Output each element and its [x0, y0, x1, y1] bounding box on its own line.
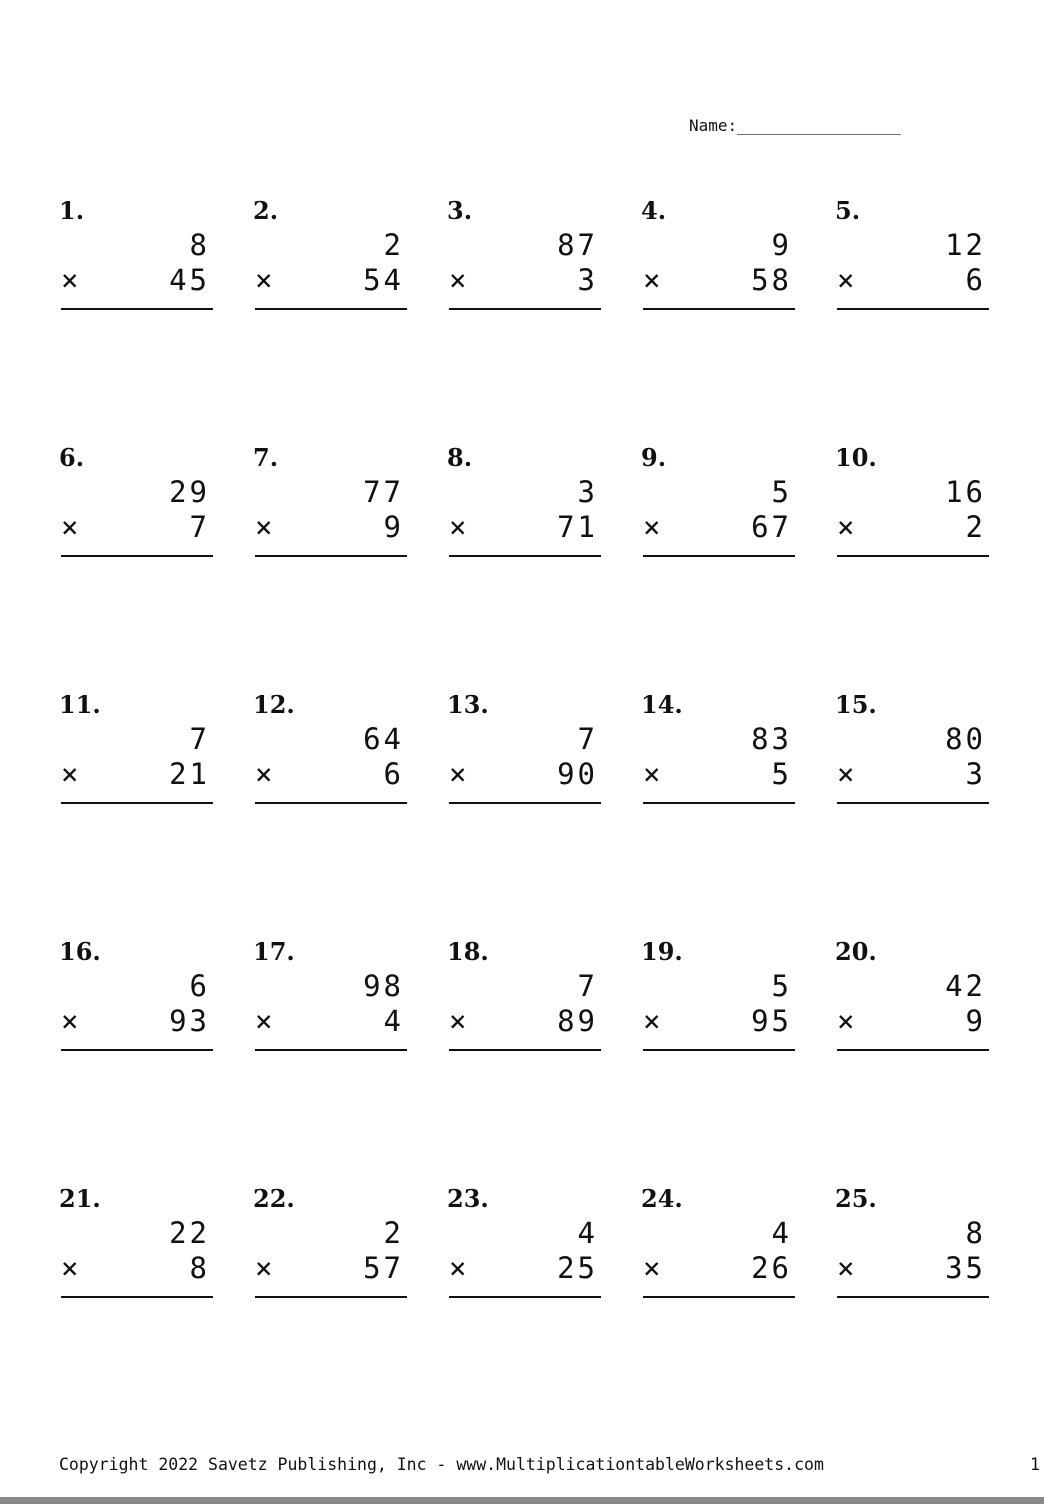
bottom-factor: 8	[189, 1251, 210, 1285]
problem-14	[641, 692, 796, 812]
top-factor: 5	[771, 969, 792, 1003]
problem-9	[641, 445, 796, 565]
bottom-factor: 26	[751, 1251, 792, 1285]
top-factor: 5	[771, 475, 792, 509]
top-factor: 87	[557, 228, 598, 262]
multiply-sign-icon: ×	[837, 263, 855, 297]
answer-line	[449, 802, 601, 804]
bottom-factor: 90	[557, 757, 598, 791]
problem-25	[835, 1186, 990, 1306]
bottom-factor: 7	[189, 510, 210, 544]
problem-number: 7.	[253, 443, 279, 472]
problem-10	[835, 445, 990, 565]
top-factor: 83	[751, 722, 792, 756]
answer-line	[449, 1296, 601, 1298]
answer-line	[61, 802, 213, 804]
multiply-sign-icon: ×	[643, 1251, 661, 1285]
bottom-factor: 95	[751, 1004, 792, 1038]
answer-line	[255, 1049, 407, 1051]
answer-line	[643, 1049, 795, 1051]
problem-4	[641, 198, 796, 318]
multiply-sign-icon: ×	[61, 510, 79, 544]
top-factor: 6	[189, 969, 210, 1003]
multiply-sign-icon: ×	[837, 1004, 855, 1038]
bottom-factor: 5	[771, 757, 792, 791]
answer-line	[61, 308, 213, 310]
problem-2	[253, 198, 408, 318]
top-factor: 8	[189, 228, 210, 262]
top-factor: 98	[363, 969, 404, 1003]
problem-number: 1.	[59, 196, 85, 225]
top-factor: 22	[169, 1216, 210, 1250]
multiply-sign-icon: ×	[643, 510, 661, 544]
multiply-sign-icon: ×	[837, 1251, 855, 1285]
problem-17	[253, 939, 408, 1059]
problem-number: 24.	[641, 1184, 683, 1213]
multiply-sign-icon: ×	[449, 510, 467, 544]
multiply-sign-icon: ×	[643, 263, 661, 297]
answer-line	[837, 555, 989, 557]
answer-line	[837, 802, 989, 804]
multiply-sign-icon: ×	[255, 1004, 273, 1038]
bottom-factor: 3	[965, 757, 986, 791]
answer-line	[61, 1296, 213, 1298]
multiply-sign-icon: ×	[255, 263, 273, 297]
problem-1	[59, 198, 214, 318]
bottom-factor: 3	[577, 263, 598, 297]
problem-number: 22.	[253, 1184, 295, 1213]
top-factor: 64	[363, 722, 404, 756]
problem-number: 15.	[835, 690, 877, 719]
bottom-factor: 54	[363, 263, 404, 297]
top-factor: 7	[577, 969, 598, 1003]
problem-number: 10.	[835, 443, 877, 472]
bottom-factor: 93	[169, 1004, 210, 1038]
answer-line	[61, 1049, 213, 1051]
problem-22	[253, 1186, 408, 1306]
answer-line	[837, 1049, 989, 1051]
top-factor: 2	[383, 1216, 404, 1250]
problem-18	[447, 939, 602, 1059]
answer-line	[643, 802, 795, 804]
top-factor: 80	[945, 722, 986, 756]
answer-line	[837, 1296, 989, 1298]
problem-number: 2.	[253, 196, 279, 225]
problem-number: 16.	[59, 937, 101, 966]
multiply-sign-icon: ×	[61, 1251, 79, 1285]
name-field-label: Name:_________________	[689, 116, 901, 135]
multiply-sign-icon: ×	[449, 263, 467, 297]
bottom-factor: 25	[557, 1251, 598, 1285]
problem-number: 13.	[447, 690, 489, 719]
answer-line	[255, 555, 407, 557]
multiply-sign-icon: ×	[643, 757, 661, 791]
problem-23	[447, 1186, 602, 1306]
bottom-factor: 45	[169, 263, 210, 297]
problem-number: 20.	[835, 937, 877, 966]
multiply-sign-icon: ×	[255, 757, 273, 791]
problem-7	[253, 445, 408, 565]
answer-line	[449, 1049, 601, 1051]
top-factor: 4	[771, 1216, 792, 1250]
problem-number: 5.	[835, 196, 861, 225]
problem-number: 8.	[447, 443, 473, 472]
bottom-factor: 89	[557, 1004, 598, 1038]
problem-20	[835, 939, 990, 1059]
answer-line	[643, 308, 795, 310]
bottom-factor: 21	[169, 757, 210, 791]
multiply-sign-icon: ×	[449, 1251, 467, 1285]
problem-8	[447, 445, 602, 565]
page-number: 1	[1030, 1455, 1040, 1474]
top-factor: 16	[945, 475, 986, 509]
problem-21	[59, 1186, 214, 1306]
problem-number: 12.	[253, 690, 295, 719]
problem-number: 23.	[447, 1184, 489, 1213]
bottom-factor: 9	[965, 1004, 986, 1038]
answer-line	[449, 308, 601, 310]
top-factor: 8	[965, 1216, 986, 1250]
bottom-factor: 58	[751, 263, 792, 297]
multiply-sign-icon: ×	[255, 1251, 273, 1285]
bottom-factor: 35	[945, 1251, 986, 1285]
answer-line	[255, 1296, 407, 1298]
top-factor: 9	[771, 228, 792, 262]
answer-line	[255, 308, 407, 310]
top-factor: 77	[363, 475, 404, 509]
top-factor: 12	[945, 228, 986, 262]
answer-line	[643, 1296, 795, 1298]
bottom-factor: 6	[965, 263, 986, 297]
problem-11	[59, 692, 214, 812]
bottom-factor: 6	[383, 757, 404, 791]
problem-15	[835, 692, 990, 812]
answer-line	[449, 555, 601, 557]
problem-number: 11.	[59, 690, 101, 719]
problem-3	[447, 198, 602, 318]
problem-number: 3.	[447, 196, 473, 225]
problem-number: 9.	[641, 443, 667, 472]
multiply-sign-icon: ×	[837, 510, 855, 544]
problem-number: 14.	[641, 690, 683, 719]
problem-24	[641, 1186, 796, 1306]
problem-number: 18.	[447, 937, 489, 966]
problem-5	[835, 198, 990, 318]
problem-number: 17.	[253, 937, 295, 966]
answer-line	[61, 555, 213, 557]
top-factor: 7	[189, 722, 210, 756]
top-factor: 7	[577, 722, 598, 756]
answer-line	[255, 802, 407, 804]
multiply-sign-icon: ×	[61, 263, 79, 297]
bottom-factor: 57	[363, 1251, 404, 1285]
top-factor: 42	[945, 969, 986, 1003]
multiply-sign-icon: ×	[449, 757, 467, 791]
bottom-factor: 4	[383, 1004, 404, 1038]
copyright-footer: Copyright 2022 Savetz Publishing, Inc - www.MultiplicationtableWorksheets.com	[59, 1455, 824, 1474]
bottom-factor: 2	[965, 510, 986, 544]
problem-number: 21.	[59, 1184, 101, 1213]
problem-12	[253, 692, 408, 812]
multiply-sign-icon: ×	[61, 757, 79, 791]
problem-19	[641, 939, 796, 1059]
multiply-sign-icon: ×	[449, 1004, 467, 1038]
problem-number: 6.	[59, 443, 85, 472]
answer-line	[837, 308, 989, 310]
multiply-sign-icon: ×	[61, 1004, 79, 1038]
top-factor: 2	[383, 228, 404, 262]
problem-number: 25.	[835, 1184, 877, 1213]
problem-6	[59, 445, 214, 565]
problem-number: 19.	[641, 937, 683, 966]
top-factor: 3	[577, 475, 598, 509]
page-bottom-border	[0, 1497, 1044, 1504]
problem-13	[447, 692, 602, 812]
multiply-sign-icon: ×	[643, 1004, 661, 1038]
top-factor: 4	[577, 1216, 598, 1250]
problem-16	[59, 939, 214, 1059]
top-factor: 29	[169, 475, 210, 509]
problem-number: 4.	[641, 196, 667, 225]
bottom-factor: 67	[751, 510, 792, 544]
multiply-sign-icon: ×	[255, 510, 273, 544]
bottom-factor: 9	[383, 510, 404, 544]
multiply-sign-icon: ×	[837, 757, 855, 791]
answer-line	[643, 555, 795, 557]
bottom-factor: 71	[557, 510, 598, 544]
